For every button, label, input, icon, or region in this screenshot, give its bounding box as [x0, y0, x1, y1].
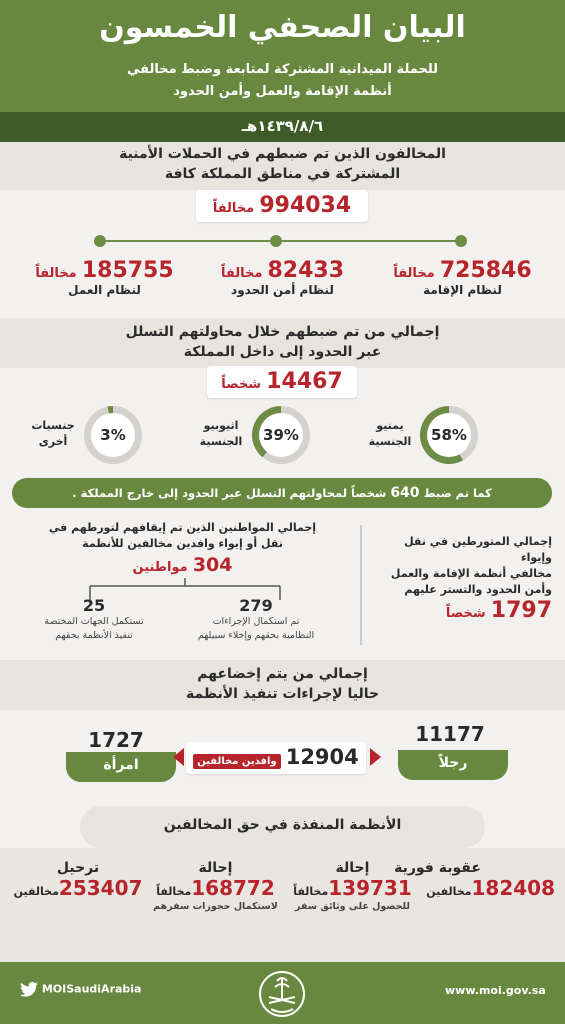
breakdown-value: 82433	[267, 258, 345, 283]
banner-prefix: كما تم ضبط	[423, 486, 492, 500]
nationality-label-line2: الجنسية	[199, 435, 243, 448]
action-unit: مخالفاً	[293, 885, 329, 898]
total-violators-value: 12904	[285, 745, 359, 769]
breakdown-label: لنظام العمل	[68, 283, 141, 297]
harborers-value: 1797	[490, 598, 552, 623]
men-label: رجلاً	[398, 750, 508, 780]
section1-total-value: 994034	[259, 193, 352, 218]
action-unit: مخالفاً	[156, 885, 192, 898]
citizens-count	[10, 554, 355, 576]
section2-heading-line1: إجمالي من تم ضبطهم خلال محاولتهم التسلل	[125, 324, 440, 340]
action-title: ترحيل	[56, 860, 100, 876]
citizens-pending	[34, 596, 154, 643]
action-title: إحالة	[335, 860, 370, 876]
section1-heading-line1: المخالفون الذين تم ضبطهم في الحملات الأمنية	[119, 146, 446, 162]
breakdown-residency	[380, 258, 545, 297]
arrow-right-icon	[370, 748, 381, 766]
citizens-completed	[196, 596, 316, 643]
action-title: عقوبة فورية	[394, 860, 481, 876]
nationality-percent: 39%	[259, 413, 303, 457]
action-value: 139731	[328, 876, 412, 900]
completed-value: 279	[239, 596, 273, 615]
nationality-label-line1: يمنيو	[376, 419, 404, 432]
citizens-value: 304	[192, 554, 233, 576]
connector-dot	[94, 235, 106, 247]
ministry-emblem-icon	[247, 969, 317, 1019]
breakdown-label: لنظام الإقامة	[423, 283, 502, 297]
action-referral-documents	[285, 860, 420, 914]
citizens-line2: نقل أو إيواء وافدين مخالفين للأنظمة	[82, 537, 283, 550]
section4-heading-line2: حاليا لإجراءات تنفيذ الأنظمة	[185, 686, 380, 702]
women-value: 1727	[88, 728, 144, 752]
breakdown-unit: مخالفاً	[220, 266, 263, 281]
section2-total-pill	[207, 366, 357, 398]
nationality-ethiopia-ring	[252, 406, 310, 464]
action-unit: مخالفين	[426, 885, 472, 898]
pending-value: 25	[82, 596, 106, 615]
harborers-unit: شخصاً	[445, 606, 486, 621]
women-label: امرأة	[66, 752, 176, 782]
nationality-other-label	[22, 418, 84, 450]
nationality-label-line2: الجنسية	[368, 435, 412, 448]
breakdown-border	[200, 258, 365, 297]
subtitle-line2: أنظمة الإقامة والعمل وأمن الحدود	[173, 84, 392, 99]
twitter-icon	[20, 982, 38, 997]
total-violators-label: وافدين مخالفين	[193, 754, 280, 769]
action-note: للحصول على وثائق سفر	[294, 901, 410, 912]
twitter-handle[interactable]	[20, 982, 141, 997]
nationality-label-line1: جنسيات	[31, 419, 75, 432]
action-value: 168772	[191, 876, 275, 900]
arrow-left-icon	[173, 748, 184, 766]
citizens-unit: مواطنين	[132, 560, 188, 575]
action-unit: مخالفين	[13, 885, 59, 898]
action-value: 253407	[58, 876, 143, 900]
nationality-percent: 3%	[91, 413, 135, 457]
section5-heading: الأنظمة المنفذة في حق المخالفين	[163, 817, 402, 833]
breakdown-unit: مخالفاً	[393, 266, 435, 281]
breakdown-value: 185755	[81, 258, 174, 283]
section1-heading-line2: المشتركة في مناطق المملكة كافة	[164, 166, 401, 182]
nationality-ethiopia-label	[190, 418, 252, 450]
action-title: إحالة	[198, 860, 233, 876]
citizens-line1: إجمالي المواطنين الذين تم إيقافهم لتورطهم في	[48, 521, 317, 534]
harborers-text	[372, 534, 552, 598]
nationality-yemen-ring	[420, 406, 478, 464]
total-violators-pill	[186, 742, 366, 774]
action-note: لاستكمال حجوزات سفرهم	[153, 901, 278, 912]
section1-total-pill	[196, 190, 368, 222]
harborers-line3: وأمن الحدود والتستر عليهم	[404, 583, 552, 596]
website-link[interactable]: www.moi.gov.sa	[445, 984, 546, 997]
section2-total-value: 14467	[266, 369, 343, 394]
section2-total-unit: شخصاً	[221, 377, 262, 392]
breakdown-label: لنظام أمن الحدود	[231, 283, 334, 297]
breakdown-labor	[22, 258, 187, 297]
page-title: البيان الصحفي الخمسون	[99, 10, 466, 45]
date-band: ١٤٣٩/٨/٦هـ	[0, 112, 565, 142]
harborers-count	[372, 598, 552, 623]
harborers-line2: مخالفي أنظمة الإقامة والعمل	[390, 567, 552, 580]
twitter-handle-text: MOISaudiArabia	[41, 982, 142, 996]
harborers-line1: إجمالي المتورطين في نقل وإيواء	[404, 535, 552, 564]
action-immediate	[394, 860, 555, 900]
citizens-text	[10, 520, 355, 552]
action-value: 182408	[471, 876, 555, 900]
action-deportation	[8, 860, 148, 900]
banner-suffix: شخصاً لمحاولتهم التسلل عبر الحدود إلى خارج المملكة .	[72, 486, 387, 500]
pending-line2: تنفيذ الأنظمة بحقهم	[55, 630, 133, 641]
breakdown-unit: مخالفاً	[35, 266, 77, 281]
section2-heading-line2: عبر الحدود إلى داخل المملكة	[183, 344, 382, 360]
nationality-other-ring	[84, 406, 142, 464]
pending-line1: تستكمل الجهات المختصة	[44, 616, 144, 627]
nationality-percent: 58%	[427, 413, 471, 457]
section1-total-unit: مخالفاً	[212, 201, 255, 216]
men-value: 11177	[415, 722, 485, 746]
section4-heading-line1: إجمالي من يتم إخضاعهم	[197, 666, 368, 682]
vertical-divider	[360, 525, 362, 645]
breakdown-value: 725846	[439, 258, 532, 283]
action-referral-bookings	[148, 860, 283, 914]
nationality-yemen-label	[360, 418, 420, 450]
completed-line1: تم استكمال الإجراءات	[212, 616, 300, 627]
connector-dot	[270, 235, 282, 247]
banner-number: 640	[390, 485, 420, 501]
nationality-label-line2: أخرى	[38, 435, 68, 448]
outbound-banner	[12, 478, 552, 508]
nationality-label-line1: اثيوبيو	[203, 419, 239, 432]
connector-dot	[455, 235, 467, 247]
subtitle-line1: للحملة الميدانية المشتركة لمتابعة وضبط مخالفي	[126, 62, 439, 77]
completed-line2: النظامية بحقهم وإخلاء سبيلهم	[197, 630, 315, 641]
